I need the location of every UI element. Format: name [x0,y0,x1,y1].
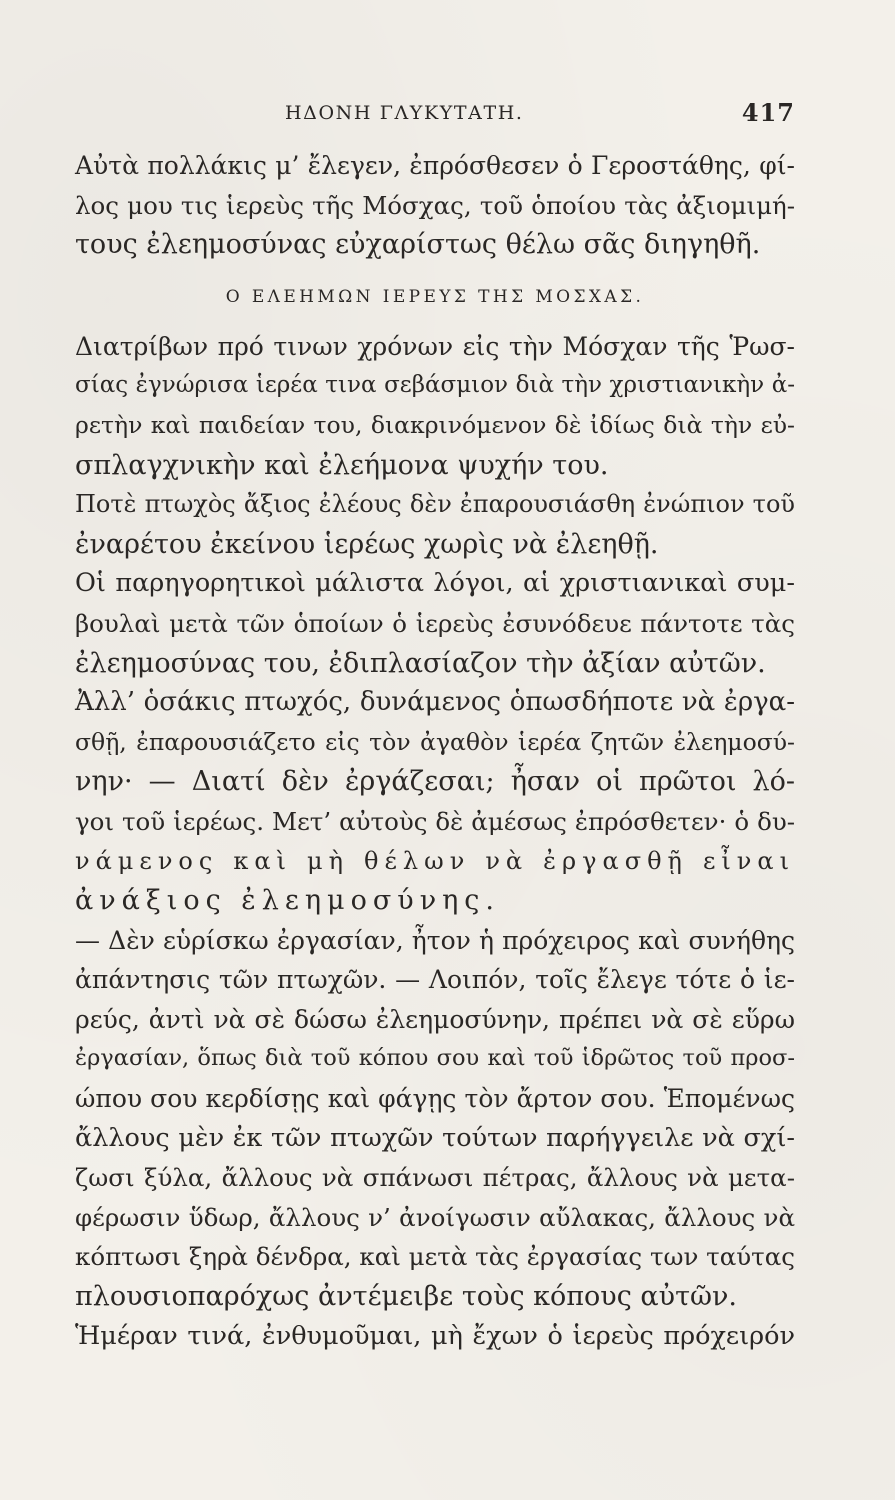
text-line: νην· — Διατί δὲν ἐργάζεσαι; ἦσαν οἱ πρῶτοι λό- [75,766,795,798]
text-line: γοι τοῦ ἱερέως. Μετ’ αὐτοὺς δὲ ἀμέσως ἐπρόσθετεν· ὁ δυ- [75,806,795,836]
text-line: κόπτωσι ξηρὰ δένδρα, καὶ μετὰ τὰς ἐργασίας των ταύτας [75,1242,795,1272]
section-title: Ο ΕΛΕΗΜΩΝ ΙΕΡΕΥΣ ΤΗΣ ΜΟΣΧΑΣ. [225,286,645,307]
text-line: φέρωσιν ὕδωρ, ἄλλους ν’ ἀνοίγωσιν αὔλακας, ἄλλους νὰ [75,1202,795,1232]
running-head: ΗΔΟΝΗ ΓΛΥΚΥΤΑΤΗ. [285,102,524,124]
paragraph-6 [75,921,795,1317]
text-line: σπλαγχνικὴν καὶ ἐλεήμονα ψυχήν του. [75,449,609,481]
text-line: ρετὴν καὶ παιδείαν του, διακρινόμενον δὲ ἰδίως διὰ τὴν εὐ- [75,410,795,439]
paragraph-1 [75,146,795,265]
text-line: ἐναρέτου ἐκείνου ἱερέως χωρὶς νὰ ἐλεηθῇ. [75,528,659,560]
text-line: τους ἐλεημοσύνας εὐχαρίστως θέλω σᾶς διηγηθῆ. [75,229,761,261]
text-line: σθῇ, ἐπαρουσιάζετο εἰς τὸν ἀγαθὸν ἱερέα ζητῶν ἐλεημοσύ- [75,727,795,756]
text-line: Ποτὲ πτωχὸς ἄξιος ἐλέους δὲν ἐπαρουσιάσθη ἐνώπιον τοῦ [75,490,795,519]
text-line: Ἡμέραν τινά, ἐνθυμοῦμαι, μὴ ἔχων ὁ ἱερεὺς πρόχειρόν [75,1320,795,1351]
page-number: 417 [741,98,795,127]
text-line: σίας ἐγνώρισα ἱερέα τινα σεβάσμιον διὰ τὴν χριστιανικὴν ἀ- [75,372,795,399]
text-line: Ἀλλ’ ὁσάκις πτωχός, δυνάμενος ὁπωσδήποτε νὰ ἐργα- [75,687,795,718]
text-line: — Δὲν εὑρίσκω ἐργασίαν, ἦτον ἡ πρόχειρος καὶ συνήθης [75,925,795,955]
text-line: ἀνάξιος ἐλεημοσύνης. [75,885,501,917]
text-line: ρεύς, ἀντὶ νὰ σὲ δώσω ἐλεημοσύνην, πρέπει νὰ σὲ εὕρω [75,1004,795,1034]
text-line: ἐλεημοσύνας του, ἐδιπλασίαζον τὴν ἀξίαν αὐτῶν. [75,647,766,679]
text-line: λος μου τις ἱερεὺς τῆς Μόσχας, τοῦ ὁποίου τὰς ἀξιομιμή- [75,190,795,220]
text-line: πλουσιοπαρόχως ἀντέμειβε τοὺς κόπους αὐτῶν. [75,1281,738,1313]
text-line: ἄλλους μὲν ἐκ τῶν πτωχῶν τούτων παρήγγειλε νὰ σχί- [75,1122,795,1153]
paragraph-3 [75,485,795,564]
text-line: ἀπάντησις τῶν πτωχῶν. — Λοιπόν, τοῖς ἔλεγε τότε ὁ ἱε- [75,965,795,995]
paragraph-2 [75,327,795,485]
text-line: ζωσι ξύλα, ἄλλους νὰ σπάνωσι πέτρας, ἄλλους νὰ μετα- [75,1163,795,1193]
text-line: Οἱ παρηγορητικοὶ μάλιστα λόγοι, αἱ χριστιανικαὶ συμ- [75,568,795,599]
paragraph-5 [75,683,795,921]
text-line: ώπου σου κερδίσῃς καὶ φάγῃς τὸν ἄρτον σου. Ἑπομένως [75,1084,795,1114]
text-line: Αὐτὰ πολλάκις μ’ ἔλεγεν, ἐπρόσθεσεν ὁ Γεροστάθης, φί- [75,151,795,180]
paragraph-4 [75,564,795,683]
text-line: νάμενος καὶ μὴ θέλων νὰ ἐργασθῇ εἶναι [75,846,795,875]
text-line: βουλαὶ μετὰ τῶν ὁποίων ὁ ἱερεὺς ἐσυνόδευε πάντοτε τὰς [75,608,795,638]
text-line: Διατρίβων πρό τινων χρόνων εἰς τὴν Μόσχαν τῆς Ῥωσ- [75,331,795,361]
main-text [75,146,795,1356]
page-header [75,98,795,132]
text-line: ἐργασίαν, ὅπως διὰ τοῦ κόπου σου καὶ τοῦ ἱδρῶτος τοῦ προσ- [75,1045,795,1072]
paragraph-7 [75,1317,795,1357]
